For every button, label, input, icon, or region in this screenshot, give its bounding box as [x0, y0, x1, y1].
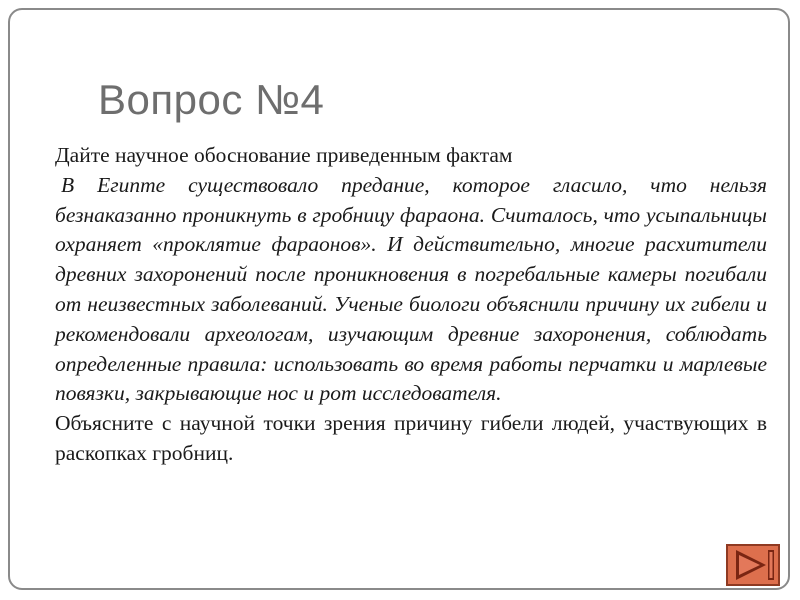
- slide-body: [55, 141, 767, 469]
- play-next-icon: [725, 543, 781, 587]
- task-question: Объясните с научной точки зрения причину гибели людей, участвующих в раскопках гробниц.: [55, 411, 767, 465]
- slide: [8, 8, 790, 590]
- slide-title: Вопрос №4: [98, 76, 325, 123]
- next-slide-button[interactable]: [725, 543, 781, 587]
- task-description: В Египте существовало предание, которое гласило, что нельзя безнаказанно проникнуть в гробницу фараона. Считалось, что усыпальницы охраняет «проклятие фараонов». И действительно, многие расхитители древних захоронений после проникновения в погребальные камеры погибали от неизвестных заболеваний. Ученые биологи объяснили причину их гибели и рекомендовали археологам, изучающим древние захоронения, соблюдать определенные правила: использовать во время работы перчатки и марлевые повязки, закрывающие нос и рот исследователя.: [55, 172, 767, 406]
- task-intro: Дайте научное обоснование приведенным фактам: [55, 143, 513, 167]
